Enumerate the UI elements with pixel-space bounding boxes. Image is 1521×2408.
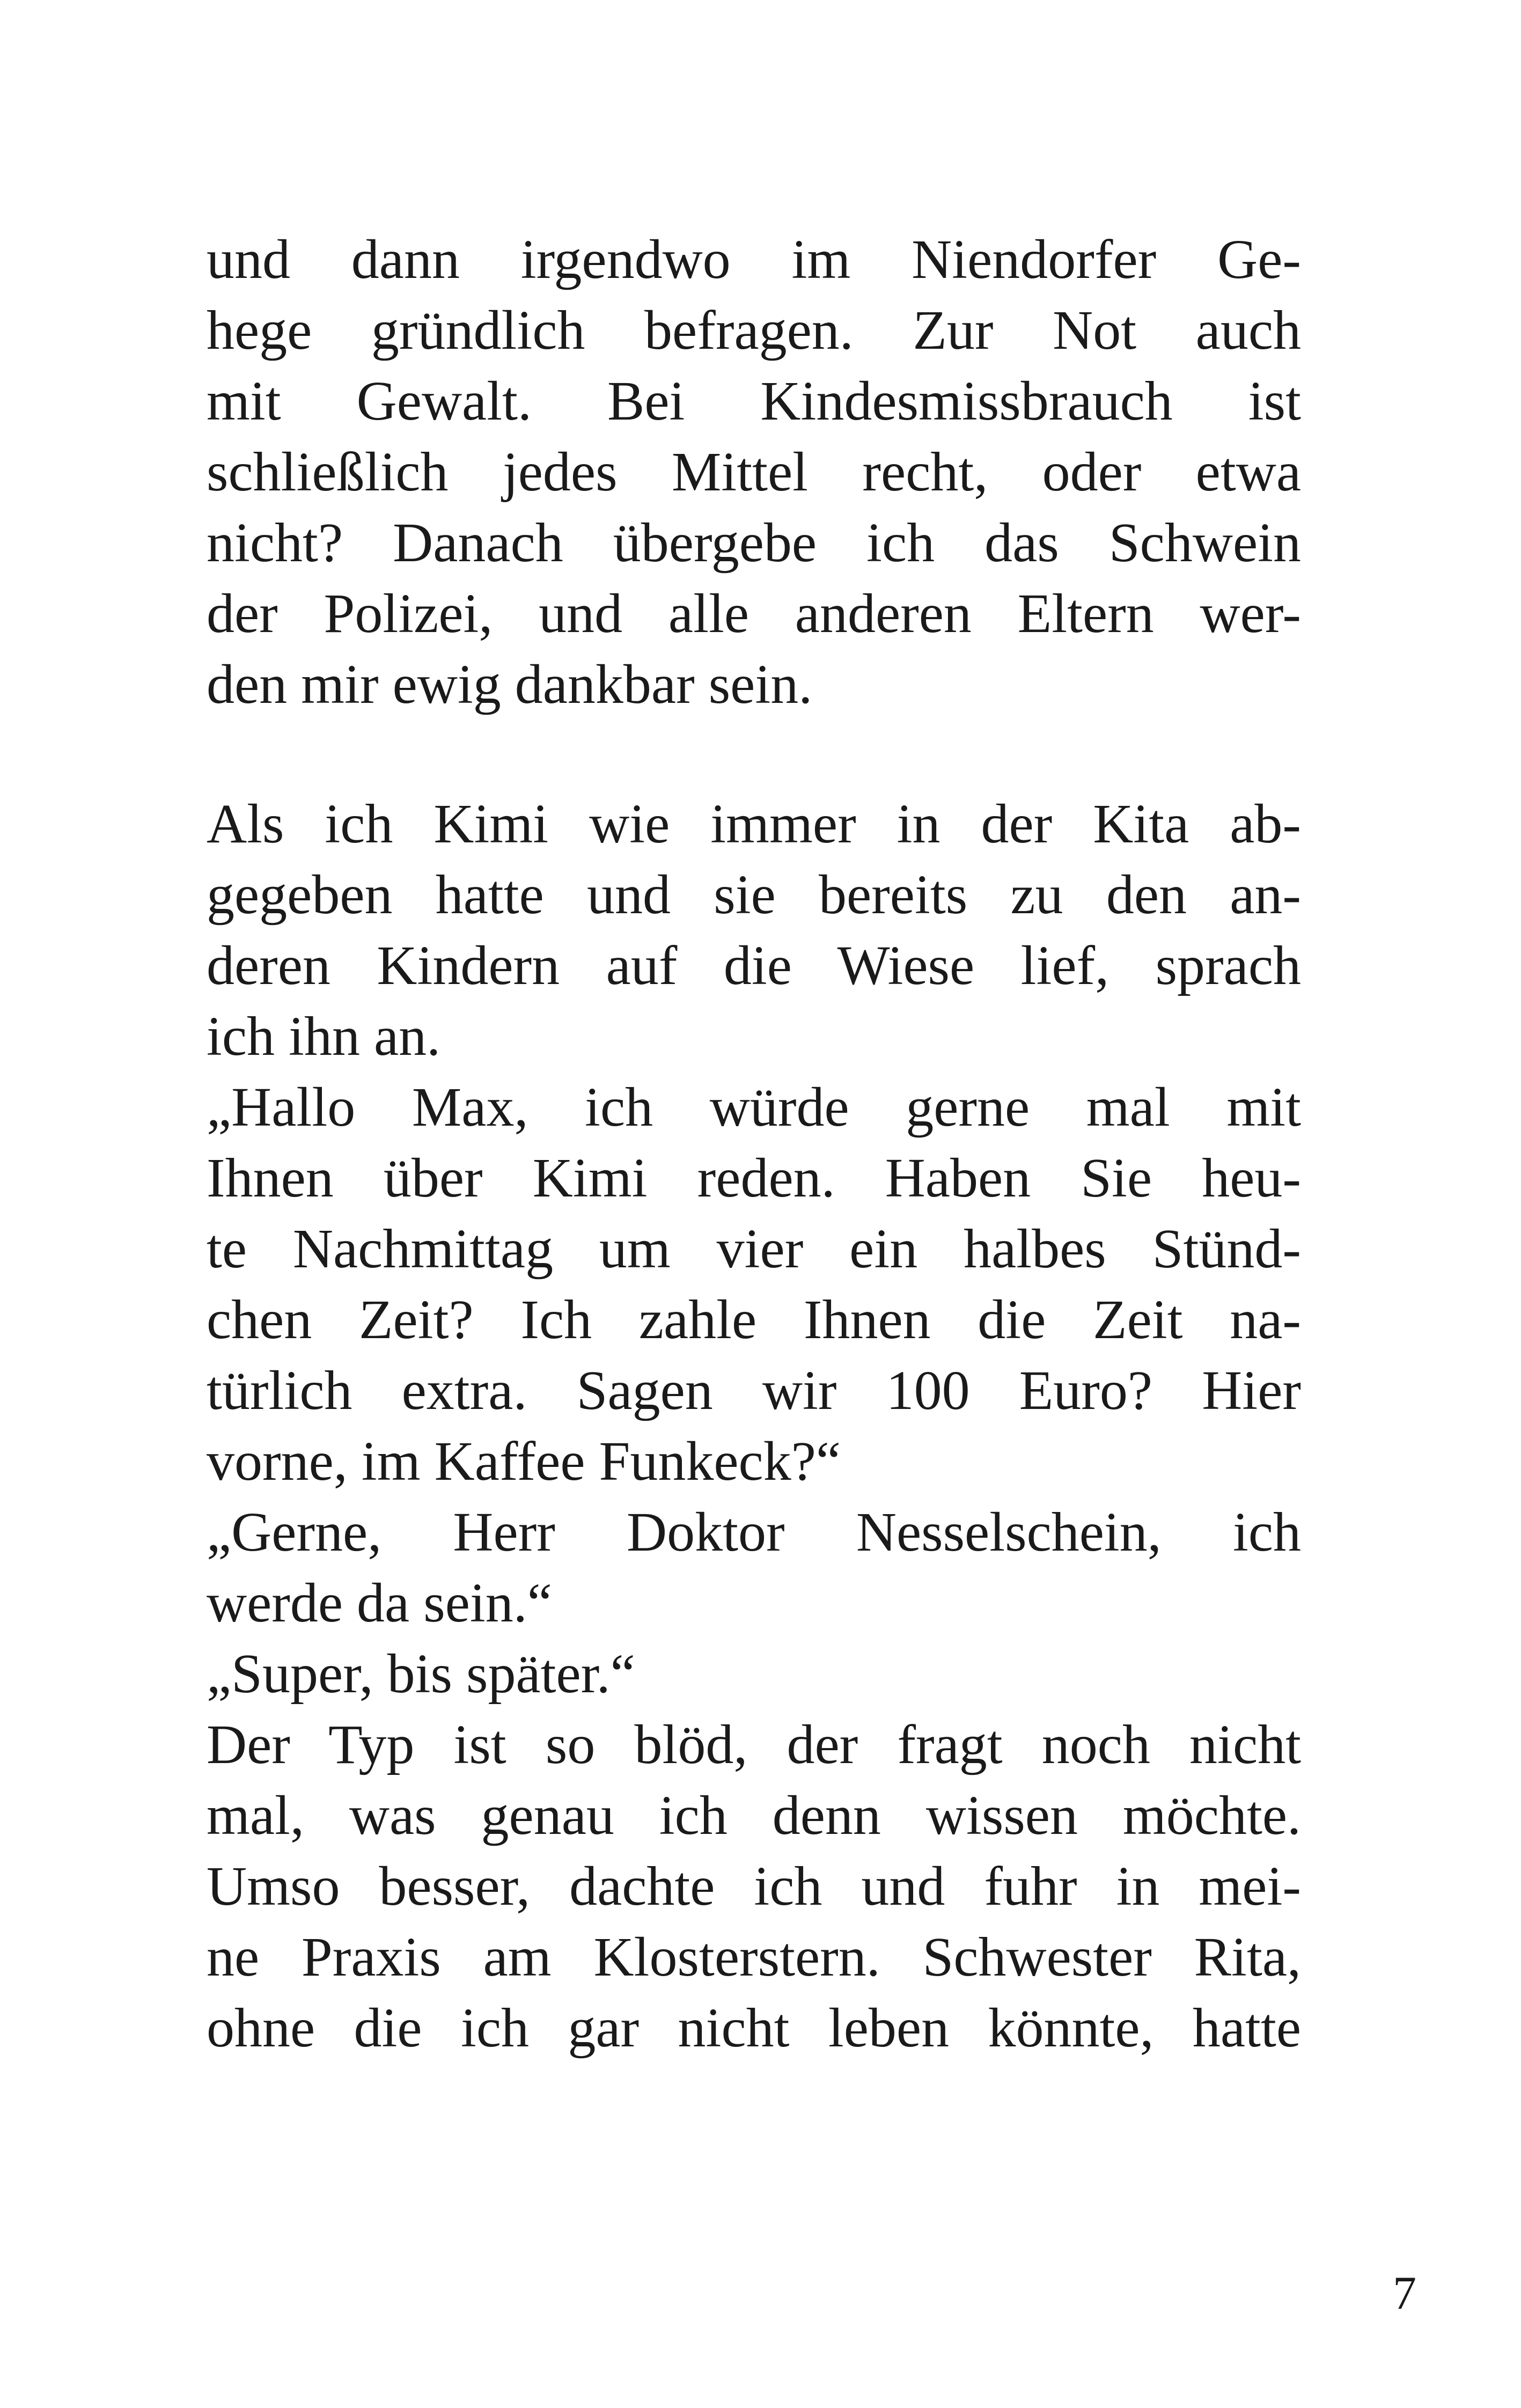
- text-line: der Polizei, und alle anderen Eltern wer-: [207, 583, 1301, 644]
- text-line: mit Gewalt. Bei Kindesmissbrauch ist: [207, 370, 1301, 432]
- text-line: ohne die ich gar nicht leben könnte, hatte: [207, 1997, 1301, 2059]
- text-line: „Hallo Max, ich würde gerne mal mit: [207, 1076, 1301, 1138]
- text-line: nicht? Danach übergebe ich das Schwein: [207, 512, 1301, 574]
- text-line: gegeben hatte und sie bereits zu den an-: [207, 864, 1301, 926]
- text-line: deren Kindern auf die Wiese lief, sprach: [207, 935, 1301, 996]
- text-line: schließlich jedes Mittel recht, oder etwa: [207, 441, 1301, 503]
- text-line: „Super, bis später.“: [207, 1643, 635, 1705]
- text-line: den mir ewig dankbar sein.: [207, 654, 813, 715]
- text-line: hege gründlich befragen. Zur Not auch: [207, 299, 1301, 361]
- text-line: ne Praxis am Klosterstern. Schwester Rita,: [207, 1926, 1301, 1988]
- text-line: ich ihn an.: [207, 1005, 441, 1067]
- text-line: „Gerne, Herr Doktor Nesselschein, ich: [207, 1501, 1301, 1563]
- text-line: werde da sein.“: [207, 1572, 552, 1634]
- text-line: mal, was genau ich denn wissen möchte.: [207, 1785, 1301, 1846]
- text-line: Der Typ ist so blöd, der fragt noch nicht: [207, 1714, 1301, 1775]
- text-line: Ihnen über Kimi reden. Haben Sie heu-: [207, 1147, 1301, 1209]
- text-line: türlich extra. Sagen wir 100 Euro? Hier: [207, 1360, 1301, 1421]
- text-line: te Nachmittag um vier ein halbes Stünd-: [207, 1218, 1301, 1280]
- paragraph-2: [207, 789, 1301, 2064]
- page-number: 7: [1393, 2267, 1416, 2319]
- paragraph-1: [207, 224, 1301, 720]
- text-line: Als ich Kimi wie immer in der Kita ab-: [207, 793, 1301, 855]
- text-line: und dann irgendwo im Niendorfer Ge-: [207, 229, 1301, 290]
- text-line: chen Zeit? Ich zahle Ihnen die Zeit na-: [207, 1289, 1301, 1350]
- text-line: Umso besser, dachte ich und fuhr in mei-: [207, 1855, 1301, 1917]
- text-line: vorne, im Kaffee Funkeck?“: [207, 1430, 841, 1492]
